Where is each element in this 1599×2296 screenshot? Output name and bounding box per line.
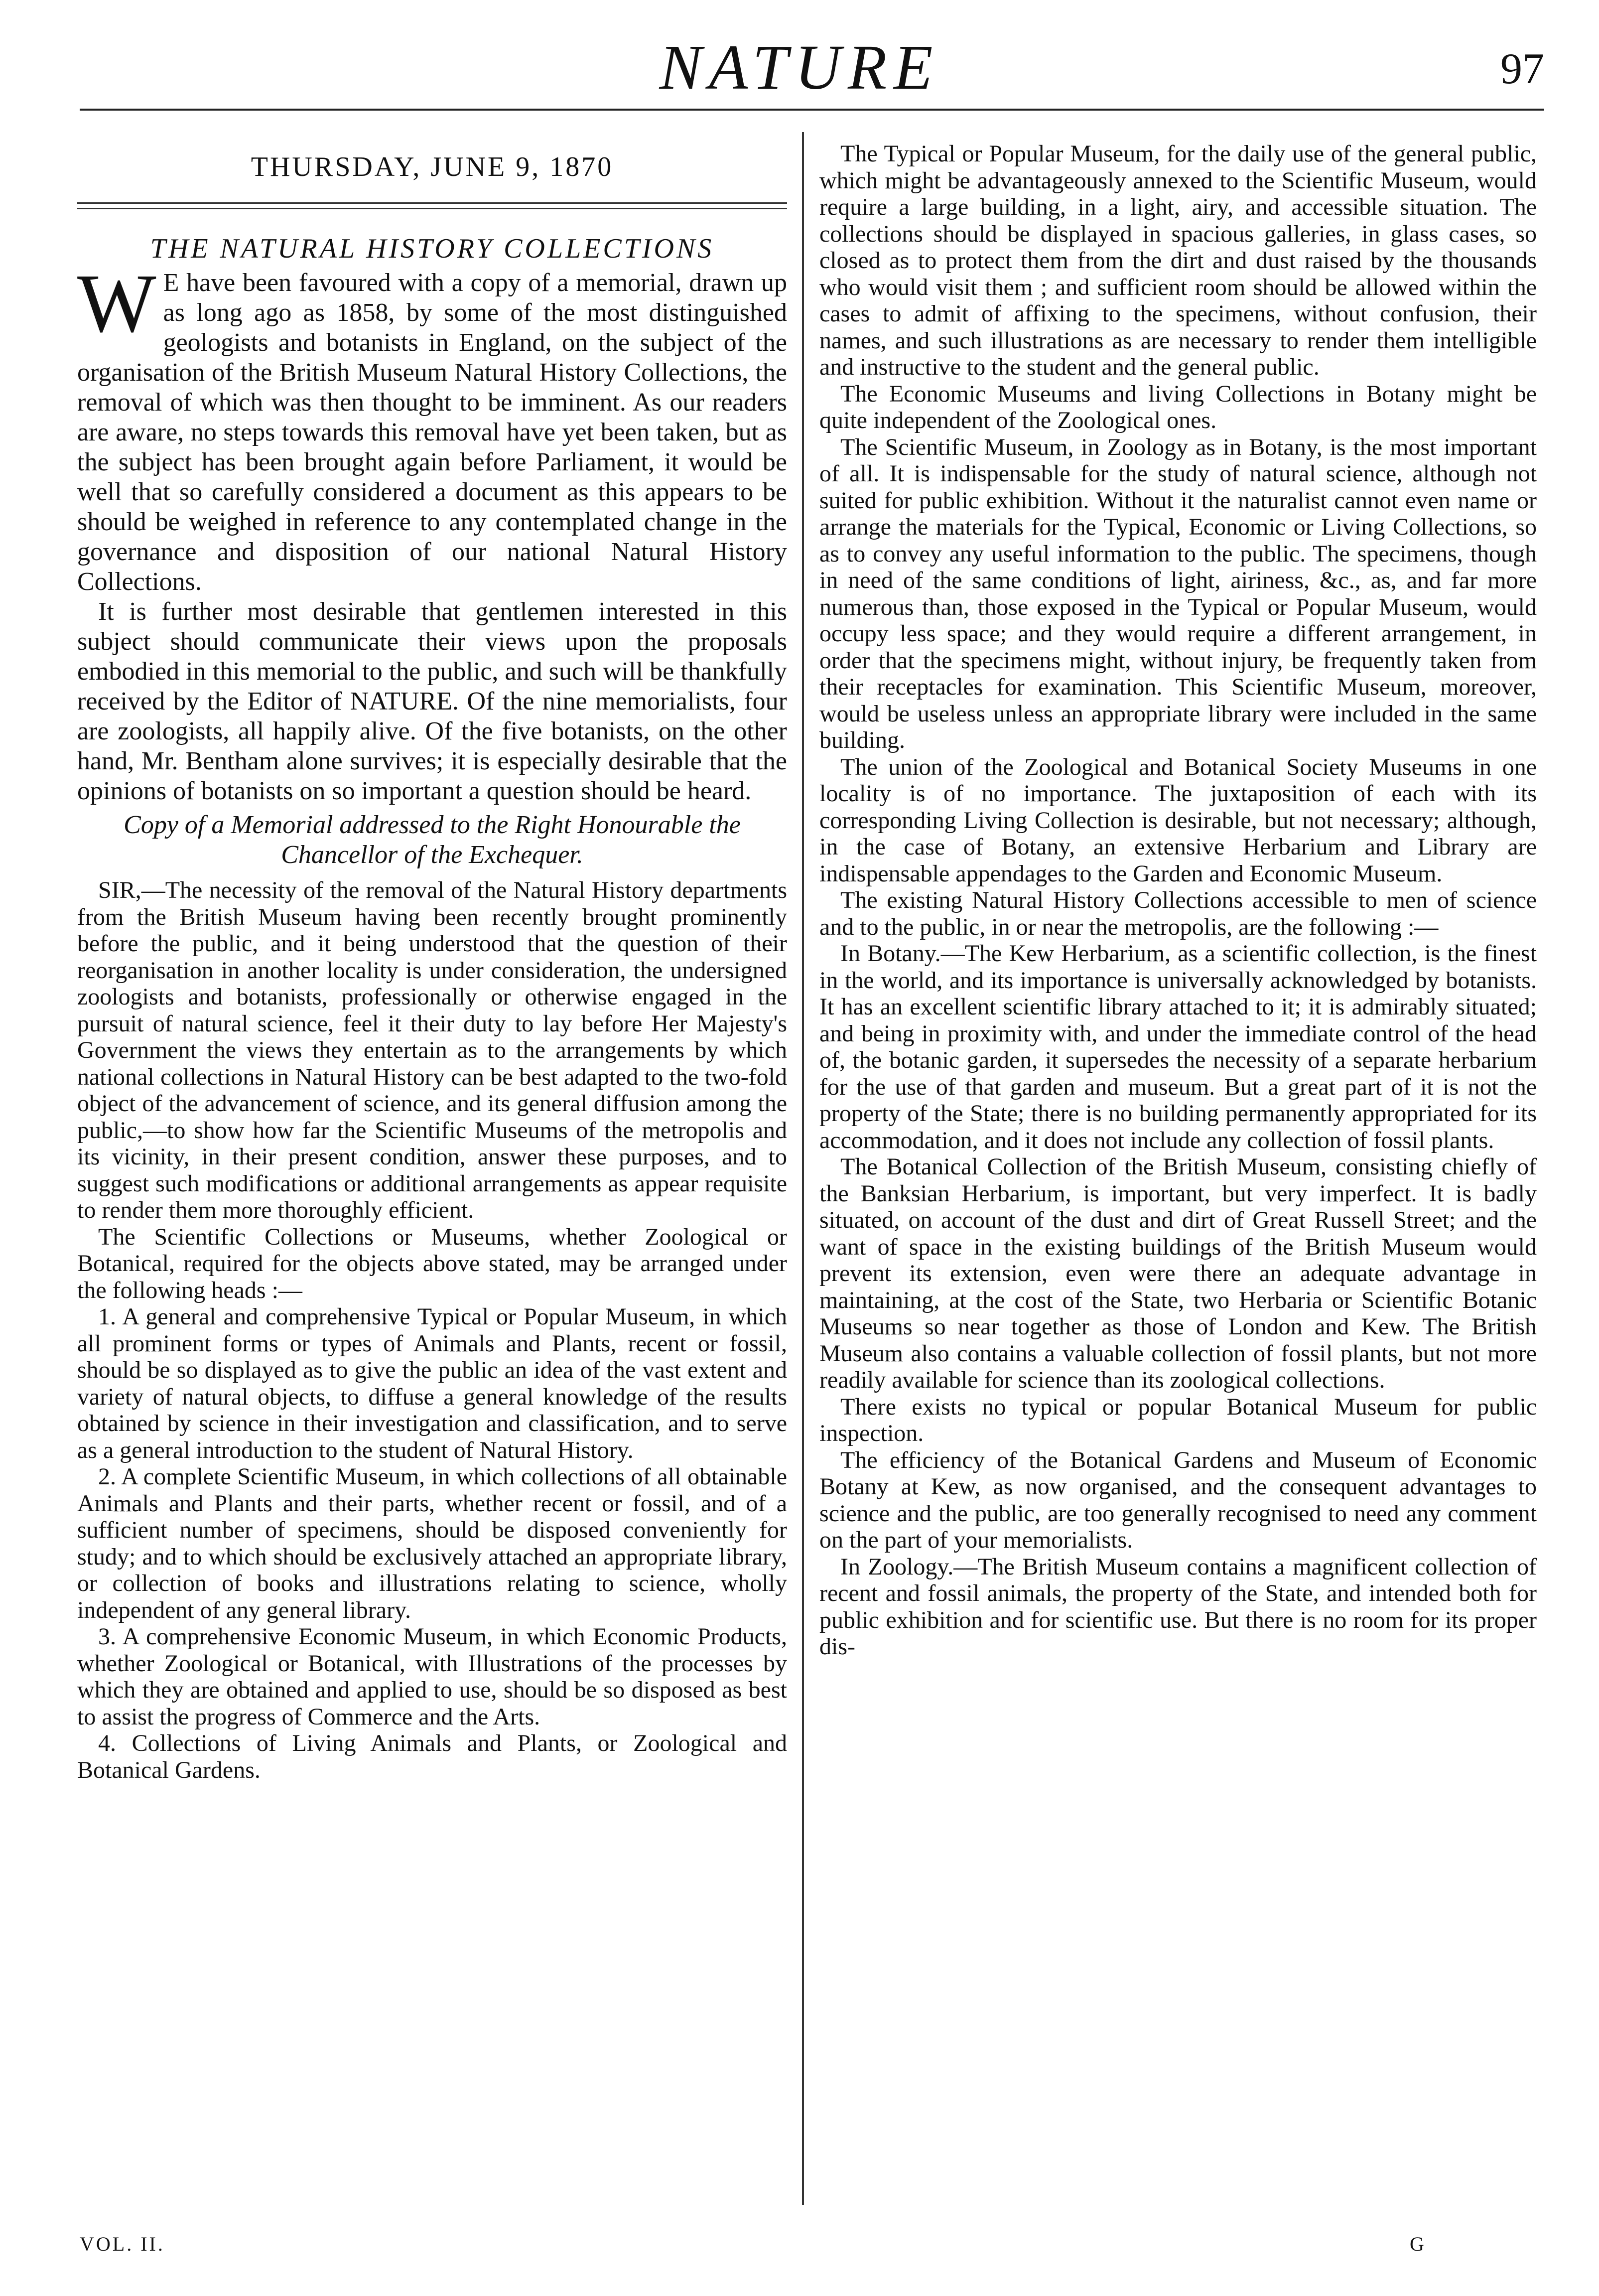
- left-column: [77, 135, 787, 2212]
- body-paragraph: 2. A complete Scientific Museum, in which collections of all obtainable Animals and Plants and their parts, whether recent or fossil, and of a sufficient number of specimens, should be disposed conveniently for study; and to which should be exclusively attached an appropriate library, or collection of books and illustrations relating to science, wholly independent of any general library.: [77, 1463, 787, 1623]
- column-rule: [802, 132, 804, 2205]
- journal-title: NATURE: [659, 32, 940, 103]
- lede-paragraph-2: It is further most desirable that gentlemen interested in this subject should communicate their views upon the proposals embodied in this memorial to the public, and such will be thankfully received by the Editor of NATURE. Of the nine memorialists, four are zoologists, all happily alive. Of the five botanists, on the other hand, Mr. Bentham alone survives; it is especially desirable that the opinions of botanists on so important a question should be heard.: [77, 597, 787, 805]
- body-paragraph: 3. A comprehensive Economic Museum, in which Economic Products, whether Zoological or Botanical, with Illustrations of the processes by which they are obtained and applied to use, should be so disposed as best to assist the progress of Commerce and the Arts.: [77, 1623, 787, 1730]
- body-paragraph: 4. Collections of Living Animals and Plants, or Zoological and Botanical Gardens.: [77, 1730, 787, 1783]
- header-rule: [80, 109, 1544, 111]
- lede-paragraph-1: E have been favoured with a copy of a memorial, drawn up as long ago as 1858, by some of the most distinguished geologists and botanists in England, on the subject of the organisation of the British Museum Natural History Collections, the removal of which was then thought to be imminent. As our readers are aware, no steps towards this removal have yet been taken, but as the subject has been brought again before Parliament, it would be well that so carefully considered a document as this appears to be should be weighed in reference to any contemplated change in the governance and disposition of our national Natural History Collections.: [77, 269, 787, 596]
- memorial-title: Copy of a Memorial addressed to the Right Honourable the Chancellor of the Exchequer.: [124, 811, 741, 869]
- article-lede: [77, 257, 787, 806]
- masthead: [0, 30, 1599, 110]
- article-title: THE NATURAL HISTORY COLLECTIONS: [150, 233, 714, 264]
- body-paragraph: The Economic Museums and living Collections in Botany might be quite independent of the Zoological ones.: [819, 380, 1537, 433]
- body-paragraph: 1. A general and comprehensive Typical or Popular Museum, in which all prominent forms or types of Animals and Plants, recent or fossil, should be so displayed as to give the public an idea of the vast extent and variety of natural objects, to diffuse a general knowledge of the results obtained by science in their investigation and classification, and to serve as a general introduction to the student of Natural History.: [77, 1303, 787, 1463]
- body-paragraph: SIR,—The necessity of the removal of the Natural History departments from the British Museum having been recently brought prominently before the public, and it being understood that the question of their reorganisation in another locality is under consideration, the undersigned zoologists and botanists, professionally or otherwise engaged in the pursuit of natural science, feel it their duty to lay before Her Majesty's Government the views they entertain as to the arrangements by which national collections in Natural History can be best adapted to the two-fold object of the advancement of science, and its general diffusion among the public,—to show how far the Scientific Museums of the metropolis and its vicinity, in their present condition, answer these purposes, and to suggest such modifications or additional arrangements as appear requisite to render them more thoroughly efficient.: [77, 877, 787, 1223]
- body-paragraph: The efficiency of the Botanical Gardens and Museum of Economic Botany at Kew, as now organised, and the consequent advantages to science and the public, are too generally recognised to need any comment on the part of your memorialists.: [819, 1446, 1537, 1553]
- dateline: THURSDAY, JUNE 9, 1870: [251, 151, 614, 182]
- right-column: [819, 141, 1537, 2218]
- body-paragraph: The Scientific Museum, in Zoology as in Botany, is the most important of all. It is indispensable for the study of natural science, although not suited for public exhibition. Without it the naturalist cannot even name or arrange the materials for the Typical, Economic or Living Collections, so as to convey any useful information to the public. The specimens, though in need of the same conditions of light, airiness, &c., as, and far more numerous than, those exposed in the Typical or Popular Museum, would occupy less space; and they would require a different arrangement, in order that the specimens might, without injury, be frequently taken from their receptacles for examination. This Scientific Museum, moreover, would be useless unless an appropriate library were included in the same building.: [819, 433, 1537, 753]
- body-paragraph: The Typical or Popular Museum, for the daily use of the general public, which might be advantageously annexed to the Scientific Museum, would require a large building, in a light, airy, and accessible situation. The collections should be displayed in spacious galleries, in glass cases, so closed as to protect them from the dirt and dust raised by the thousands who would visit them ; and sufficient room should be allowed within the cases to admit of affixing to the specimens, without confusion, their names, and such illustrations as are necessary to render them intelligible and instructive to the student and the general public.: [819, 141, 1537, 380]
- body-paragraph: The union of the Zoological and Botanical Society Museums in one locality is of no importance. The juxtaposition of each with its corresponding Living Collection is desirable, but not necessary; although, in the case of Botany, an extensive Herbarium and Library are indispensable appendages to the Garden and Economic Museum.: [819, 753, 1537, 887]
- volume-label: VOL. II.: [80, 2233, 165, 2255]
- body-paragraph: The Scientific Collections or Museums, whether Zoological or Botanical, required for the objects above stated, may be arranged under the following heads :—: [77, 1223, 787, 1303]
- drop-cap: W: [77, 257, 156, 350]
- body-paragraph: The Botanical Collection of the British Museum, consisting chiefly of the Banksian Herbarium, is important, but very imperfect. It is badly situated, on account of the dust and dirt of Great Russell Street; and the want of space in the existing buildings of the British Museum would prevent its extension, even were there an adequate advantage in maintaining, at the cost of the State, two Herbaria or Scientific Botanic Museums so near together as those of London and Kew. The British Museum also contains a valuable collection of fossil plants, but not more readily available for science than its zoological collections.: [819, 1153, 1537, 1393]
- body-paragraph: In Botany.—The Kew Herbarium, as a scientific collection, is the finest in the world, and its importance is universally acknowledged by botanists. It has an excellent scientific library attached to it; it is admirably situated; and being in proximity with, and under the immediate control of the head of, the botanic garden, it supersedes the necessity of a separate herbarium for the use of that garden and museum. But a great part of it is not the property of the State; there is no building permanently appropriated for its accommodation, and it does not include any collection of fossil plants.: [819, 940, 1537, 1153]
- signature-mark: G: [1410, 2233, 1424, 2255]
- page-number: 97: [1500, 45, 1544, 93]
- body-paragraph: In Zoology.—The British Museum contains a magnificent collection of recent and fossil animals, the property of the State, and intended both for public exhibition and for scientific use. But there is no room for its proper dis-: [819, 1553, 1537, 1660]
- body-paragraph: The existing Natural History Collections accessible to men of science and to the public, in or near the metropolis, are the following :—: [819, 887, 1537, 940]
- dateline-rule: [77, 202, 787, 209]
- body-paragraph: There exists no typical or popular Botanical Museum for public inspection.: [819, 1393, 1537, 1446]
